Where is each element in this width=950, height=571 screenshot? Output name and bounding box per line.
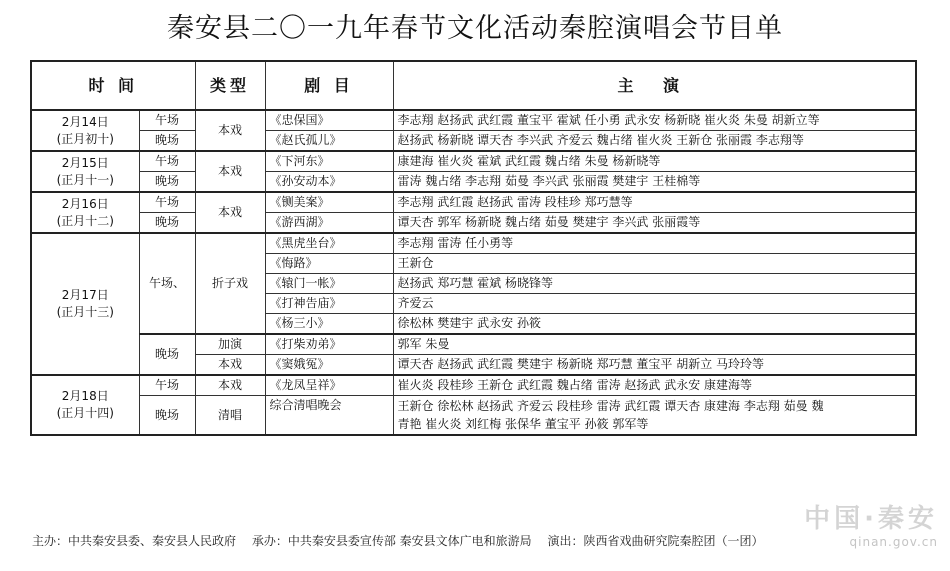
- cast-cell: 赵扬武 郑巧慧 霍斌 杨晓锋等: [393, 274, 916, 294]
- cast-cell: 王新仓: [393, 254, 916, 274]
- table-row: [31, 396, 916, 436]
- page-title: 秦安县二〇一九年春节文化活动秦腔演唱会节目单: [167, 13, 783, 44]
- type-cell: 清唱: [195, 396, 265, 436]
- slot-cell: 午场、: [139, 233, 195, 334]
- footer-credits: [32, 532, 776, 549]
- slot-cell: 晚场: [139, 213, 195, 234]
- header-cast: 主 演: [393, 61, 916, 110]
- slot-cell: 晚场: [139, 334, 195, 375]
- play-cell: 《窦娥冤》: [265, 355, 393, 376]
- slot-cell: 午场: [139, 192, 195, 213]
- date-cell: 2月16日 (正月十二): [31, 192, 139, 233]
- type-cell: 本戏: [195, 375, 265, 396]
- play-cell: 综合清唱晚会: [265, 396, 393, 436]
- cast-cell: 李志翔 武红霞 赵扬武 雷涛 段桂珍 郑巧慧等: [393, 192, 916, 213]
- footer-organizer: 承办：中共秦安县委宣传部 秦安县文体广电和旅游局: [251, 534, 532, 548]
- cast-cell: 谭天杏 郭军 杨新晓 魏占绪 茹曼 樊建宇 李兴武 张丽霞等: [393, 213, 916, 234]
- play-cell: 《孙安动本》: [265, 172, 393, 193]
- date-cell: 2月18日 (正月十四): [31, 375, 139, 435]
- cast-cell: 谭天杏 赵扬武 武红霞 樊建宇 杨新晓 郑巧慧 董宝平 胡新立 马玲玲等: [393, 355, 916, 376]
- cast-cell: 赵扬武 杨新晓 谭天杏 李兴武 齐爱云 魏占绪 崔火炎 王新仓 张丽霞 李志翔等: [393, 131, 916, 152]
- type-cell: 本戏: [195, 192, 265, 233]
- play-cell: 《黑虎坐台》: [265, 233, 393, 254]
- table-row: [31, 110, 916, 131]
- type-cell: 本戏: [195, 110, 265, 151]
- cast-cell: 齐爱云: [393, 294, 916, 314]
- cast-cell: 雷涛 魏占绪 李志翔 茹曼 李兴武 张丽霞 樊建宇 王桂棉等: [393, 172, 916, 193]
- slot-cell: 午场: [139, 151, 195, 172]
- watermark: [804, 498, 938, 549]
- table-row: [31, 375, 916, 396]
- header-time: 时 间: [31, 61, 195, 110]
- table-row: [31, 334, 916, 355]
- slot-cell: 午场: [139, 110, 195, 131]
- cast-cell: 崔火炎 段桂珍 王新仓 武红霞 魏占绪 雷涛 赵扬武 武永安 康建海等: [393, 375, 916, 396]
- play-cell: 《打神告庙》: [265, 294, 393, 314]
- watermark-name: 中国·秦安: [804, 504, 938, 534]
- header-row: [31, 61, 916, 110]
- slot-cell: 晚场: [139, 172, 195, 193]
- cast-cell: 郭军 朱曼: [393, 334, 916, 355]
- cast-cell: 李志翔 雷涛 任小勇等: [393, 233, 916, 254]
- play-cell: 《赵氏孤儿》: [265, 131, 393, 152]
- play-cell: 《龙凤呈祥》: [265, 375, 393, 396]
- slot-cell: 晚场: [139, 396, 195, 436]
- type-cell: 加演: [195, 334, 265, 355]
- type-cell: 折子戏: [195, 233, 265, 334]
- cast-cell: 徐松林 樊建宇 武永安 孙筱: [393, 314, 916, 335]
- cast-cell: 王新仓 徐松林 赵扬武 齐爱云 段桂珍 雷涛 武红霞 谭天杏 康建海 李志翔 茹曼 魏 青艳 崔火炎 刘红梅 张保华 董宝平 孙筱 郭军等: [393, 396, 916, 436]
- cast-cell: 李志翔 赵扬武 武红霞 董宝平 霍斌 任小勇 武永安 杨新晓 崔火炎 朱曼 胡新立等: [393, 110, 916, 131]
- play-cell: 《下河东》: [265, 151, 393, 172]
- slot-cell: 晚场: [139, 131, 195, 152]
- table-row: [31, 233, 916, 254]
- play-cell: 《游西湖》: [265, 213, 393, 234]
- header-type: 类型: [195, 61, 265, 110]
- table-row: [31, 172, 916, 193]
- table-row: [31, 151, 916, 172]
- header-repertoire: 剧 目: [265, 61, 393, 110]
- play-cell: 《辕门一帐》: [265, 274, 393, 294]
- program-table-wrapper: [30, 60, 915, 485]
- table-row: [31, 213, 916, 234]
- date-cell: 2月17日 (正月十三): [31, 233, 139, 375]
- cast-cell: 康建海 崔火炎 霍斌 武红霞 魏占绪 朱曼 杨新晓等: [393, 151, 916, 172]
- table-row: [31, 131, 916, 152]
- play-cell: 《忠保国》: [265, 110, 393, 131]
- type-cell: 本戏: [195, 151, 265, 192]
- table-row: [31, 192, 916, 213]
- date-cell: 2月14日 (正月初十): [31, 110, 139, 151]
- footer-performer: 演出：陕西省戏曲研究院秦腔团（一团）: [547, 534, 764, 548]
- play-cell: 《杨三小》: [265, 314, 393, 335]
- type-cell: 本戏: [195, 355, 265, 376]
- play-cell: 《悔路》: [265, 254, 393, 274]
- date-cell: 2月15日 (正月十一): [31, 151, 139, 192]
- watermark-url: qinan.gov.cn: [849, 535, 938, 549]
- footer-host: 主办：中共秦安县委、秦安县人民政府: [32, 534, 237, 548]
- program-table: [30, 60, 917, 436]
- play-cell: 《打柴劝弟》: [265, 334, 393, 355]
- slot-cell: 午场: [139, 375, 195, 396]
- play-cell: 《铡美案》: [265, 192, 393, 213]
